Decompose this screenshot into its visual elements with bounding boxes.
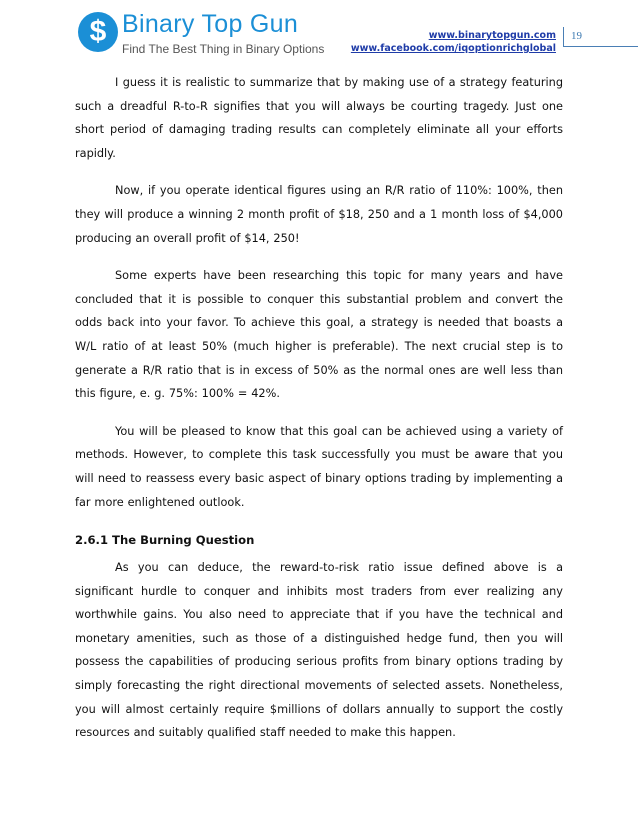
- page-header: [0, 0, 638, 70]
- dollar-coin-icon: $: [78, 12, 118, 52]
- header-links: [351, 29, 556, 55]
- section-heading: 2.6.1 The Burning Question: [75, 533, 255, 548]
- facebook-link[interactable]: www.facebook.com/iqoptionrichglobal: [350, 43, 556, 54]
- paragraph-4: You will be pleased to know that this goal can be achieved using a variety of methods. However, to complete this task successfully you must be aware that you will need to reassess every basic aspect of binary options trading by implementing a far more enlightened outlook.: [75, 424, 563, 509]
- paragraph-3: Some experts have been researching this topic for many years and have concluded that it is possible to conquer this substantial problem and convert the odds back into your favor. To achieve this goal, a strategy is needed that boasts a W/L ratio of at least 50% (much higher is preferable). The next crucial step is to generate a R/R ratio that is in excess of 50% as the normal ones are well less than this figure, e. g. 75%: 100% = 42%.: [75, 269, 563, 401]
- page-number: 19: [571, 30, 582, 42]
- website-link[interactable]: www.binarytopgun.com: [428, 30, 556, 41]
- document-body: [75, 71, 563, 759]
- logo-tagline: Find The Best Thing in Binary Options: [122, 42, 325, 56]
- logo-title: Binary Top Gun: [122, 10, 299, 38]
- page-number-box: [563, 27, 599, 47]
- paragraph-2: Now, if you operate identical figures using an R/R ratio of 110%: 100%, then they will produce a winning 2 month profit of $18, 250 and a 1 month loss of $4,000 producing an overall profit of $14, 250!: [75, 184, 563, 245]
- paragraph-5: As you can deduce, the reward-to-risk ratio issue defined above is a significant hurdle to conquer and inhibits most traders from ever realizing any worthwhile gains. You also need to appreciate that if you have the technical and monetary amenities, such as those of a distinguished hedge fund, then you will possess the capabilities of producing serious profits from binary options trading by simply forecasting the right directional movements of selected assets. Nonetheless, you will almost certainly require $millions of dollars annually to support the costly resources and suitably qualified staff needed to make this happen.: [75, 561, 563, 740]
- logo: [78, 10, 325, 62]
- paragraph-1: I guess it is realistic to summarize that by making use of a strategy featuring such a dreadful R-to-R signifies that you will always be courting tragedy. Just one short period of damaging trading results can completely eliminate all your efforts rapidly.: [75, 76, 563, 160]
